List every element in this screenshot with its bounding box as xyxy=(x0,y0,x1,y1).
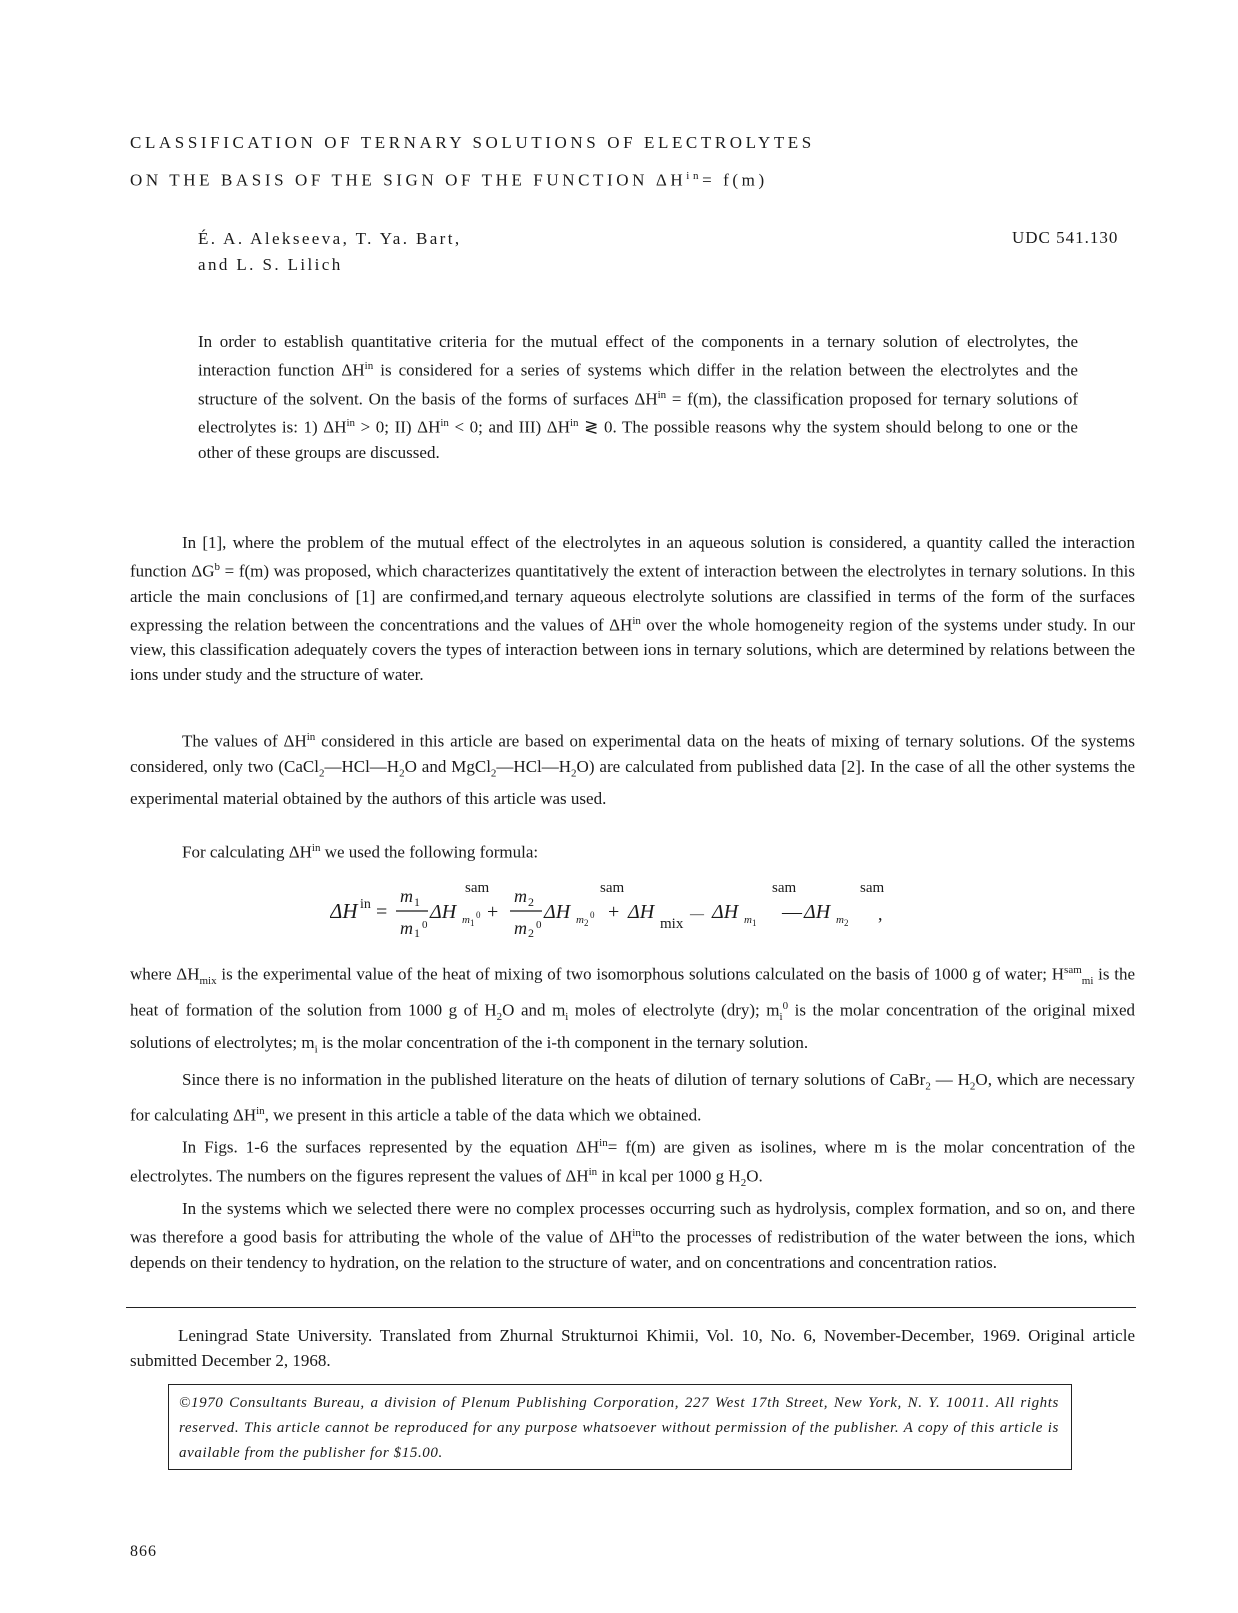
formula-lhs: ΔH xyxy=(330,899,358,923)
svg-text:0: 0 xyxy=(536,919,542,931)
svg-text:2: 2 xyxy=(844,918,849,928)
svg-text:0: 0 xyxy=(590,910,595,920)
svg-text:—: — xyxy=(782,901,802,923)
footnote-divider xyxy=(126,1307,1136,1308)
svg-text:+: + xyxy=(487,901,499,923)
svg-text:2: 2 xyxy=(528,895,534,909)
svg-text:m: m xyxy=(514,886,527,906)
paragraph-1: In [1], where the problem of the mutual effect of the electrolytes in an aqueous solution is considered, a quantity called the interaction function $\Delta G^b = f(m)$ was proposed, which characterizes quantitatively the extent of interaction between the electrolytes in ternary solutions. In this article the main conclusions of [1] are confirmed,and ternary aqueous electrolyte solutions are classified in terms of the form of the surfaces expressing the relation between the concentrations and the values of $\Delta H^{in}$ over the whole homogeneity region of the systems under study. In our view, this classification adequately covers the types of interaction between ions in ternary solutions, which are determined by relations between the ions under study and the structure of water. xyxy=(130,533,1135,685)
svg-text:sam: sam xyxy=(860,880,885,896)
svg-text:ΔH: ΔH xyxy=(544,901,571,923)
svg-text:1: 1 xyxy=(470,918,475,928)
svg-text:ΔH: ΔH xyxy=(804,901,831,923)
svg-text:1: 1 xyxy=(414,926,420,940)
svg-text:—: — xyxy=(690,907,704,922)
svg-text:sam: sam xyxy=(600,880,625,896)
svg-text:ΔH: ΔH xyxy=(712,901,739,923)
svg-text:+: + xyxy=(608,901,620,923)
svg-text:sam: sam xyxy=(772,880,797,896)
svg-text:m: m xyxy=(836,914,844,926)
svg-text:2: 2 xyxy=(584,918,589,928)
svg-text:m: m xyxy=(462,914,470,926)
svg-text:m: m xyxy=(514,918,527,938)
svg-text:m: m xyxy=(400,886,413,906)
footnote: Leningrad State University. Translated from Zhurnal Strukturnoi Khimii, Vol. 10, No. 6, November-December, 1969. Original article submitted December 2, 1968. xyxy=(130,1326,1135,1370)
svg-text:0: 0 xyxy=(422,919,428,931)
paragraph-4: where $\Delta H_{mix}$ is the experimental value of the heat of mixing of two isomorphous solutions calculated on the basis of 1000 g of water; $H^{sam}_{mi}$ is the heat of formation of the solution from 1000 g of $H_2O$ and $m_i$ moles of electrolyte (dry); $m_i^0$ is the molar concentration of the original mixed solutions of electrolytes; $m_i$ is the molar concentration of the i-th component in the ternary solution. xyxy=(130,964,1135,1056)
paragraph-6: In Figs. 1-6 the surfaces represented by the equation $\Delta H^{in}= f(m)$ are given as isolines, where m is the molar concentration of the electrolytes. The numbers on the figures represent the values of $\Delta H^{in}$ in kcal per 1000 g $H_2O$. xyxy=(130,1137,1135,1189)
svg-text:=: = xyxy=(376,901,388,923)
copyright-notice: ©1970 Consultants Bureau, a division of Plenum Publishing Corporation, 227 West 17th Street, New York, N. Y. 10011. All rights reserved. This article cannot be reproduced for any purpose whatsoever without permission of the publisher. A copy of this article is available from the publisher for $15.00. xyxy=(168,1384,1072,1470)
svg-text:m: m xyxy=(744,914,752,926)
formula xyxy=(330,880,950,940)
authors: É. A. Alekseeva, T. Ya. Bart, and L. S. Lilich xyxy=(198,229,462,274)
page-number: 866 xyxy=(130,1543,157,1560)
paragraph-5: Since there is no information in the published literature on the heats of dilution of ternary solutions of CaBr$_2$ — $H_2O$, which are necessary for calculating $\Delta H^{in}$, we present in this article a table of the data which we obtained. xyxy=(130,1070,1135,1126)
svg-text:,: , xyxy=(878,904,883,924)
svg-text:ΔH: ΔH xyxy=(628,901,655,923)
udc-code: UDC 541.130 xyxy=(1012,228,1119,247)
abstract: In order to establish quantitative criteria for the mutual effect of the components in a ternary solution of electrolytes, the interaction function $\Delta H^{in}$ is considered for a series of systems which differ in the relation between the electrolytes and the structure of the solvent. On the basis of the forms of surfaces $\Delta H^{in} = f(m)$, the classification proposed for ternary solutions of electrolytes is: 1) $\Delta H^{in} > 0$; II) $\Delta H^{in} < 0$; and III) $\Delta H^{in}$ ≷ 0. The possible reasons why the system should belong to one or the other of these groups are discussed. xyxy=(198,332,1078,462)
paragraph-2: The values of $\Delta H^{in}$ considered in this article are based on experimental data on the heats of mixing of ternary solutions. Of the systems considered, only two ($CaCl_2—HCl—H_2O$ and $MgCl_2—HCl—H_2O$) are calculated from published data [2]. In the case of all the other systems the experimental material obtained by the authors of this article was used. xyxy=(130,731,1136,809)
svg-text:sam: sam xyxy=(465,880,490,896)
svg-text:0: 0 xyxy=(476,910,481,920)
svg-text:m: m xyxy=(400,918,413,938)
svg-text:mix: mix xyxy=(660,916,684,932)
svg-text:1: 1 xyxy=(752,918,757,928)
paragraph-7: In the systems which we selected there were no complex processes occurring such as hydrolysis, complex formation, and so on, and there was therefore a good basis for attributing the whole of the value of $\Delta H^{in}to$ the processes of redistribution of the water between the ions, which depends on their tendency to hydration, on the relation to the structure of water, and on concentrations and concentration ratios. xyxy=(130,1199,1135,1272)
title-line-2: ON THE BASIS OF THE SIGN OF THE FUNCTION $\Delta H^{in}= f(m)$ xyxy=(130,170,768,190)
svg-text:2: 2 xyxy=(528,926,534,940)
svg-text:in: in xyxy=(360,897,371,912)
svg-text:1: 1 xyxy=(414,895,420,909)
paragraph-3: For calculating $\Delta H^{in}$ we used the following formula: xyxy=(182,842,539,862)
title-line-1: CLASSIFICATION OF TERNARY SOLUTIONS OF ELECTROLYTES xyxy=(130,133,815,152)
svg-text:ΔH: ΔH xyxy=(430,901,457,923)
svg-text:m: m xyxy=(576,914,584,926)
